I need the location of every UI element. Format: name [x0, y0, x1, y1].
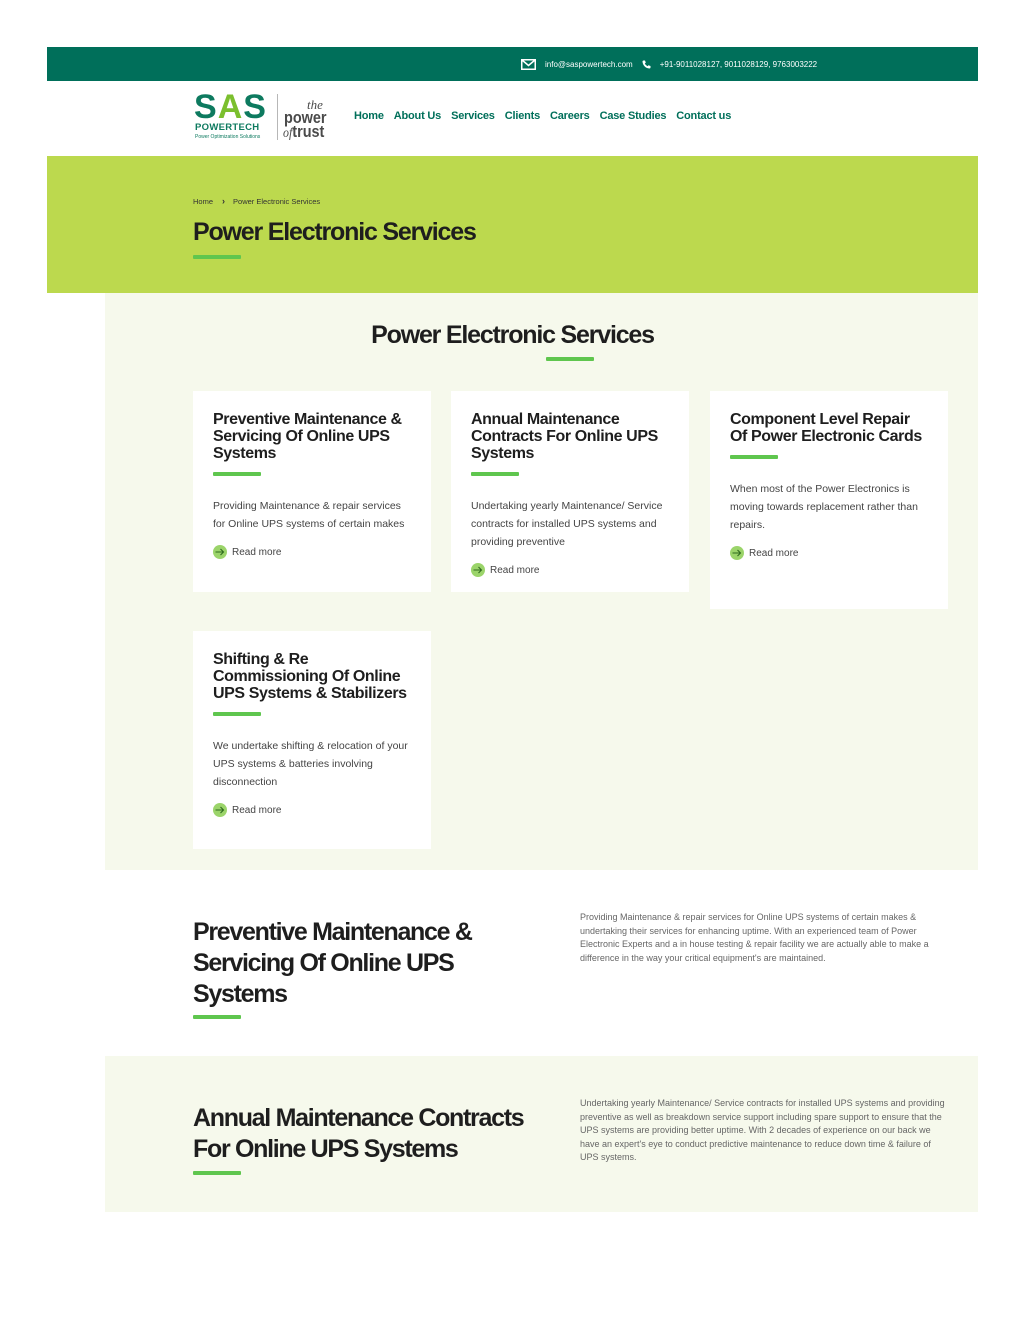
- service-card: [710, 391, 948, 609]
- feature-preventive-maintenance: [47, 870, 978, 1056]
- envelope-icon[interactable]: [521, 59, 536, 70]
- nav-careers[interactable]: Careers: [550, 110, 590, 122]
- read-more-link[interactable]: [213, 545, 411, 559]
- card-underline: [471, 472, 519, 476]
- card-underline: [213, 712, 261, 716]
- read-more-link[interactable]: [471, 563, 669, 577]
- card-underline: [213, 472, 261, 476]
- logo-tagline: Power Optimization Solutions: [195, 134, 261, 140]
- card-text: Providing Maintenance & repair services for Online UPS systems of certain makes: [213, 500, 405, 530]
- feature-text: Providing Maintenance & repair services for Online UPS systems of certain makes & undertaking their services for enhancing uptime. With an experienced team of Power Electronic Experts and a in house testing & repair facility we are actually able to make a difference in the way your critical equipment's are maintained.: [580, 912, 929, 963]
- card-title: Component Level Repair Of Power Electronic Cards: [730, 411, 922, 445]
- nav-about-us[interactable]: About Us: [393, 110, 442, 122]
- top-contact-bar: [47, 47, 978, 81]
- logo-power: power: [284, 108, 327, 127]
- feature-title: Preventive Maintenance & Servicing Of Online UPS Systems: [193, 918, 472, 1008]
- breadcrumb: [193, 196, 320, 206]
- nav-clients[interactable]: Clients: [504, 110, 541, 122]
- nav-case-studies[interactable]: Case Studies: [599, 110, 667, 122]
- nav-contact-us[interactable]: Contact us: [676, 110, 732, 122]
- card-text: We undertake shifting & relocation of your UPS systems & batteries involving disconnection: [213, 740, 408, 788]
- feature-title: Annual Maintenance Contracts For Online UPS Systems: [193, 1104, 524, 1163]
- logo-the: the: [307, 97, 323, 112]
- read-more-link[interactable]: [730, 546, 928, 560]
- card-title: Annual Maintenance Contracts For Online UPS Systems: [471, 411, 658, 462]
- feature-annual-maintenance: [105, 1056, 978, 1212]
- card-underline: [730, 455, 778, 459]
- chevron-right-icon: ›: [222, 196, 226, 206]
- phone-numbers[interactable]: +91-9011028127, 9011028129, 9763003222: [659, 59, 818, 69]
- email-link[interactable]: info@saspowertech.com: [545, 59, 633, 69]
- card-text: When most of the Power Electronics is moving towards replacement rather than repairs.: [730, 483, 918, 531]
- arrow-right-icon: [213, 545, 227, 559]
- heading-underline: [546, 357, 594, 361]
- title-underline: [193, 255, 241, 259]
- service-card: [193, 391, 431, 592]
- card-title: Shifting & Re Commissioning Of Online UPS Systems & Stabilizers: [213, 651, 407, 702]
- feature-underline: [193, 1015, 241, 1019]
- feature-underline: [193, 1171, 241, 1175]
- services-section: [105, 293, 978, 870]
- logo-of-trust: oftrust: [283, 122, 325, 141]
- card-title: Preventive Maintenance & Servicing Of Online UPS Systems: [213, 411, 402, 462]
- service-card: [451, 391, 689, 592]
- main-nav: [354, 110, 731, 122]
- read-more-label[interactable]: Read more: [490, 564, 540, 576]
- site-logo[interactable]: [194, 90, 344, 142]
- contact-info: [521, 47, 817, 81]
- service-card: [193, 631, 431, 849]
- logo-powertech: POWERTECH: [195, 122, 260, 133]
- breadcrumb-home[interactable]: Home: [193, 196, 214, 206]
- arrow-right-icon: [730, 546, 744, 560]
- card-text: Undertaking yearly Maintenance/ Service contracts for installed UPS systems and providing preventive: [471, 500, 663, 548]
- read-more-label[interactable]: Read more: [232, 546, 282, 558]
- breadcrumb-current: Power Electronic Services: [233, 196, 321, 206]
- services-heading: Power Electronic Services: [371, 321, 654, 349]
- page-title: Power Electronic Services: [193, 218, 476, 246]
- arrow-right-icon: [471, 563, 485, 577]
- read-more-label[interactable]: Read more: [232, 804, 282, 816]
- feature-text: Undertaking yearly Maintenance/ Service contracts for installed UPS systems and providing preventive as well as breakdown service support including spare support to ensure that the UPS systems are providing better uptime. With 2 decades of experience on our back we have an expert's eye to conduct predictive maintenance to reduce down time & failure of UPS systems.: [580, 1098, 945, 1163]
- nav-services[interactable]: Services: [451, 110, 495, 122]
- logo-sas: SAS: [194, 88, 267, 126]
- nav-home[interactable]: Home: [354, 110, 384, 122]
- phone-icon[interactable]: [642, 60, 651, 69]
- arrow-right-icon: [213, 803, 227, 817]
- site-header: [47, 81, 978, 156]
- read-more-label[interactable]: Read more: [749, 547, 799, 559]
- logo-divider: [277, 94, 278, 140]
- read-more-link[interactable]: [213, 803, 411, 817]
- page-hero: [47, 156, 978, 293]
